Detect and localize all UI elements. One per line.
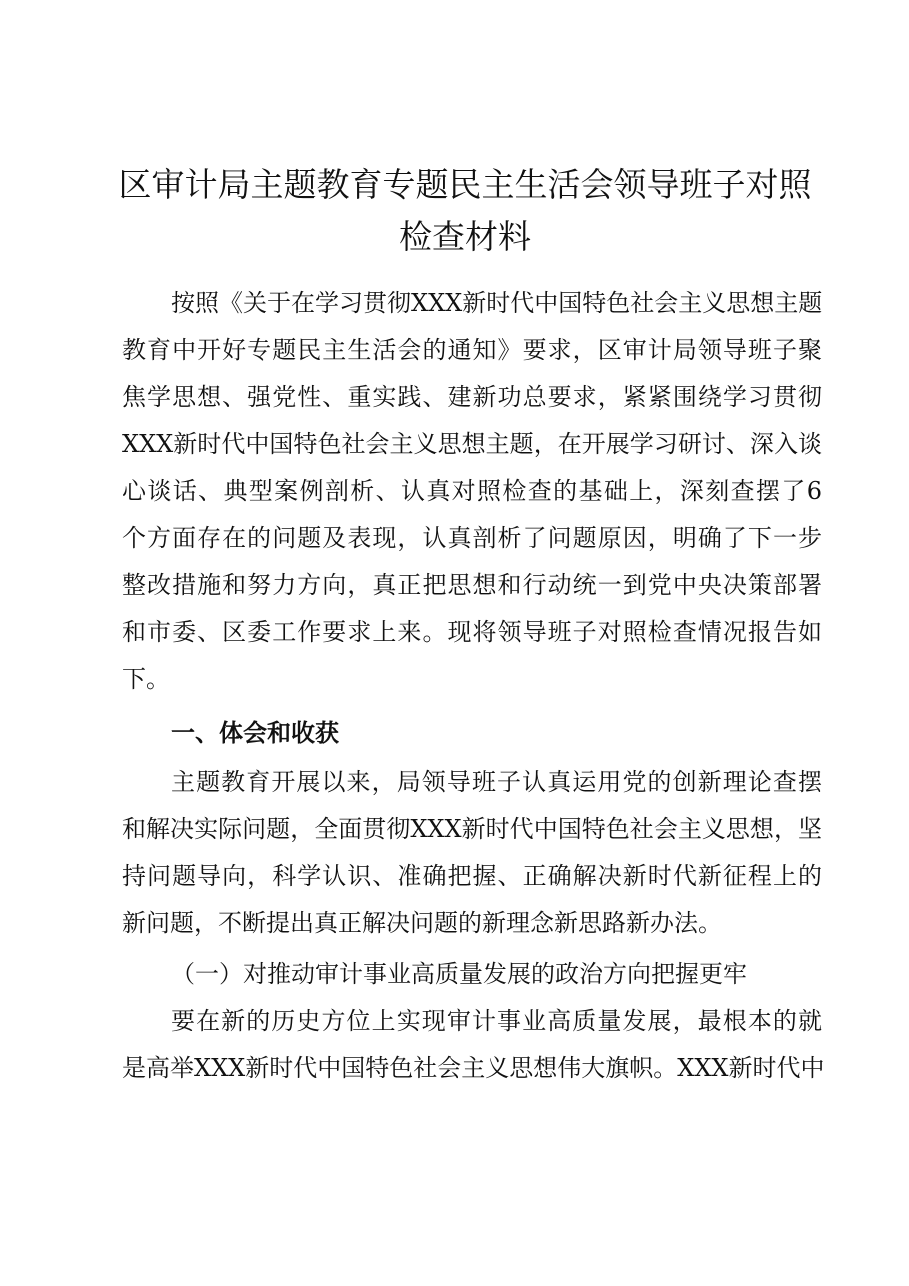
intro-paragraph-line: 按照《关于在学习贯彻XXX新时代中国特色社会主义思想主题 xyxy=(171,289,823,317)
intro-paragraph-line: 教育中开好专题民主生活会的通知》要求，区审计局领导班子聚 xyxy=(122,336,822,364)
subsection-paragraph-line: 要在新的历史方位上实现审计事业高质量发展，最根本的就 xyxy=(171,1007,822,1035)
document-title-line-1: 区审计局主题教育专题民主生活会领导班子对照 xyxy=(118,165,812,204)
section-heading: 一、体会和收获 xyxy=(171,719,339,747)
intro-paragraph-line: 焦学思想、强党性、重实践、建新功总要求，紧紧围绕学习贯彻 xyxy=(122,383,822,411)
intro-paragraph-line: XXX新时代中国特色社会主义思想主题，在开展学习研讨、深入谈 xyxy=(122,430,822,458)
intro-paragraph-line: 整改措施和努力方向，真正把思想和行动统一到党中央决策部署 xyxy=(122,571,822,599)
intro-paragraph-line: 心谈话、典型案例剖析、认真对照检查的基础上，深刻查摆了6 xyxy=(122,477,822,505)
section-paragraph-line: 和解决实际问题，全面贯彻XXX新时代中国特色社会主义思想，坚 xyxy=(122,815,822,843)
intro-paragraph-line: 下。 xyxy=(122,665,170,693)
document-title-line-2: 检查材料 xyxy=(399,217,531,256)
section-paragraph-line: 新问题，不断提出真正解决问题的新理念新思路新办法。 xyxy=(122,909,722,937)
subsection-heading: （一）对推动审计事业高质量发展的政治方向把握更牢 xyxy=(171,960,747,988)
subsection-paragraph-line: 是高举XXX新时代中国特色社会主义思想伟大旗帜。XXX新时代中 xyxy=(122,1054,825,1082)
intro-paragraph-line: 和市委、区委工作要求上来。现将领导班子对照检查情况报告如 xyxy=(122,618,822,646)
section-paragraph-line: 主题教育开展以来，局领导班子认真运用党的创新理论查摆 xyxy=(171,768,822,796)
intro-paragraph-line: 个方面存在的问题及表现，认真剖析了问题原因，明确了下一步 xyxy=(122,524,822,552)
section-paragraph-line: 持问题导向，科学认识、准确把握、正确解决新时代新征程上的 xyxy=(122,862,822,890)
